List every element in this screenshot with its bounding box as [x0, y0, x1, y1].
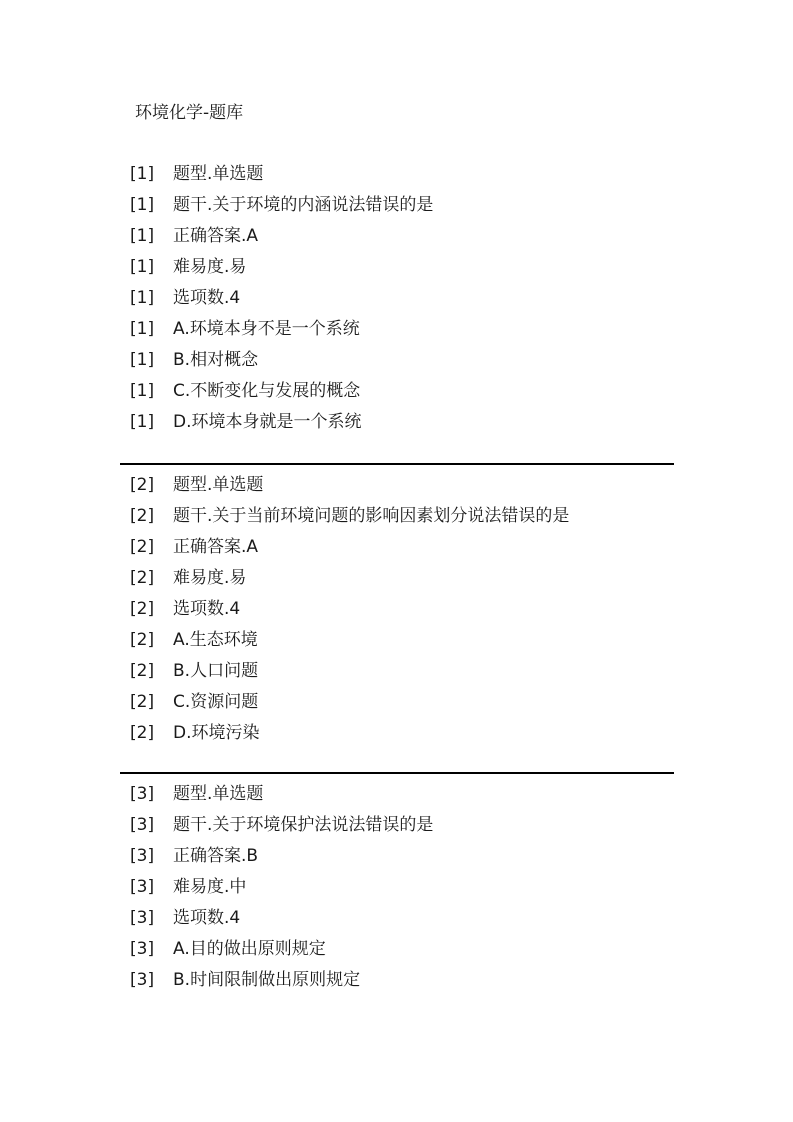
question-block-2: [2] 题型.单选题 [2] 题干.关于当前环境问题的影响因素划分说法错误的是 [2] 正确答案.A [2] 难易度.易 [2] 选项数.4 [2] A.生态环境 [2] B.人口问题 [2] C.资源问题 [2] D.环境污染 — [120, 463, 674, 465]
page-title: 环境化学-题库 — [135, 103, 244, 123]
question-block-3: [3] 题型.单选题 [3] 题干.关于环境保护法说法错误的是 [3] 正确答案.B [3] 难易度.中 [3] 选项数.4 [3] A.目的做出原则规定 [3] B.时间限制做出原则规定 — [120, 772, 674, 774]
